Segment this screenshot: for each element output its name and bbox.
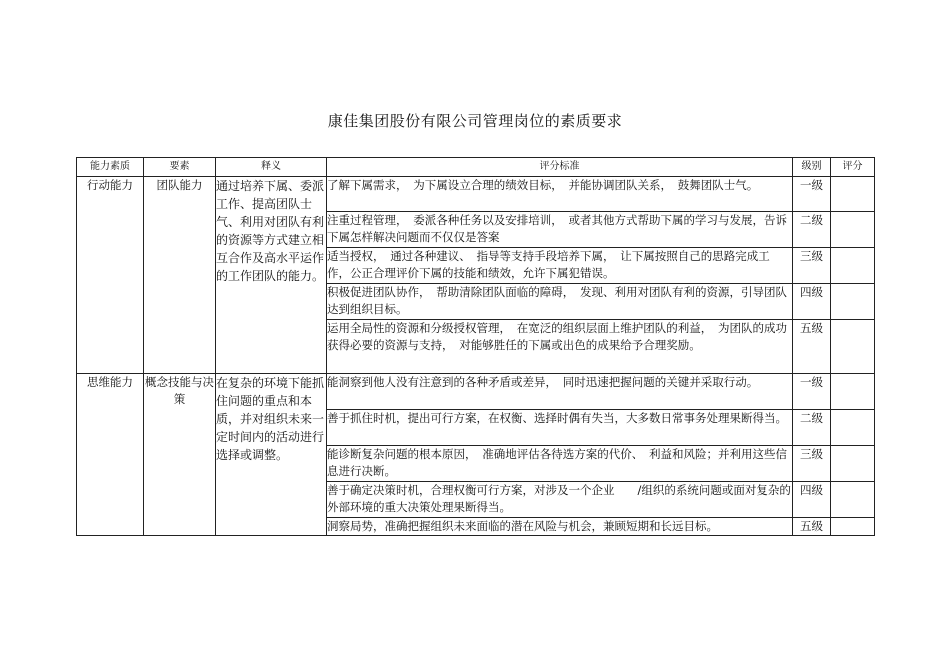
level-cell: 三级: [793, 445, 831, 481]
level-cell: 四级: [793, 481, 831, 517]
criteria-cell: 能洞察到他人没有注意到的各种矛盾或差异， 同时迅速把握问题的关键并采取行动。: [327, 373, 793, 409]
level-cell: 二级: [793, 211, 831, 247]
score-cell[interactable]: [831, 373, 875, 409]
criteria-cell: 善于确定决策时机，合理权衡可行方案，对涉及一个企业 /组织的系统问题或面对复杂的外部环境的重大决策处理果断得当。: [327, 481, 793, 517]
score-cell[interactable]: [831, 319, 875, 373]
ability-cell: 行动能力: [77, 176, 144, 373]
score-cell[interactable]: [831, 517, 875, 536]
header-definition: 释义: [216, 158, 327, 177]
criteria-cell: 运用全局性的资源和分级授权管理， 在宽泛的组织层面上维护团队的利益， 为团队的成功获得必要的资源与支持， 对能够胜任的下属或出色的成果给予合理奖励。: [327, 319, 793, 373]
score-cell[interactable]: [831, 247, 875, 283]
element-cell: 概念技能与决策: [144, 373, 216, 536]
score-cell[interactable]: [831, 211, 875, 247]
table-row: [77, 373, 875, 409]
table-row: [77, 176, 875, 211]
level-cell: 五级: [793, 517, 831, 536]
score-cell[interactable]: [831, 445, 875, 481]
header-ability: 能力素质: [77, 158, 144, 177]
criteria-cell: 适当授权， 通过各种建议、 指导等支持手段培养下属， 让下属按照自己的思路完成工作，公正合理评价下属的技能和绩效，允许下属犯错误。: [327, 247, 793, 283]
criteria-cell: 洞察局势，准确把握组织未来面临的潜在风险与机会，兼顾短期和长远目标。: [327, 517, 793, 536]
score-cell[interactable]: [831, 176, 875, 211]
header-element: 要素: [144, 158, 216, 177]
document-title: 康佳集团股份有限公司管理岗位的素质要求: [327, 112, 623, 130]
criteria-cell: 能诊断复杂问题的根本原因， 准确地评估各待选方案的代价、 利益和风险；并利用这些信息进行决断。: [327, 445, 793, 481]
header-score: 评分: [831, 158, 875, 177]
element-cell: 团队能力: [144, 176, 216, 373]
criteria-cell: 注重过程管理， 委派各种任务以及安排培训， 或者其他方式帮助下属的学习与发展，告诉下属怎样解决问题而不仅仅是答案: [327, 211, 793, 247]
level-cell: 二级: [793, 409, 831, 445]
table-header-row: [77, 158, 875, 177]
score-cell[interactable]: [831, 409, 875, 445]
header-level: 级别: [793, 158, 831, 177]
score-cell[interactable]: [831, 481, 875, 517]
criteria-cell: 积极促进团队协作， 帮助清除团队面临的障碍， 发现、利用对团队有利的资源，引导团队达到组织目标。: [327, 283, 793, 319]
definition-cell: 通过培养下属、委派工作、提高团队士气、利用对团队有利的资源等方式建立相互合作及高水平运作的工作团队的能力。: [216, 176, 327, 373]
criteria-cell: 善于抓住时机，提出可行方案，在权衡、选择时偶有失当，大多数日常事务处理果断得当。: [327, 409, 793, 445]
level-cell: 五级: [793, 319, 831, 373]
level-cell: 一级: [793, 176, 831, 211]
definition-cell: 在复杂的环境下能抓住问题的重点和本质，并对组织未来一定时间内的活动进行选择或调整。: [216, 373, 327, 536]
criteria-cell: 了解下属需求， 为下属设立合理的绩效目标， 并能协调团队关系， 鼓舞团队士气。: [327, 176, 793, 211]
ability-cell: 思维能力: [77, 373, 144, 536]
competency-table: [76, 157, 875, 536]
level-cell: 三级: [793, 247, 831, 283]
score-cell[interactable]: [831, 283, 875, 319]
header-criteria: 评分标准: [327, 158, 793, 177]
level-cell: 一级: [793, 373, 831, 409]
level-cell: 四级: [793, 283, 831, 319]
